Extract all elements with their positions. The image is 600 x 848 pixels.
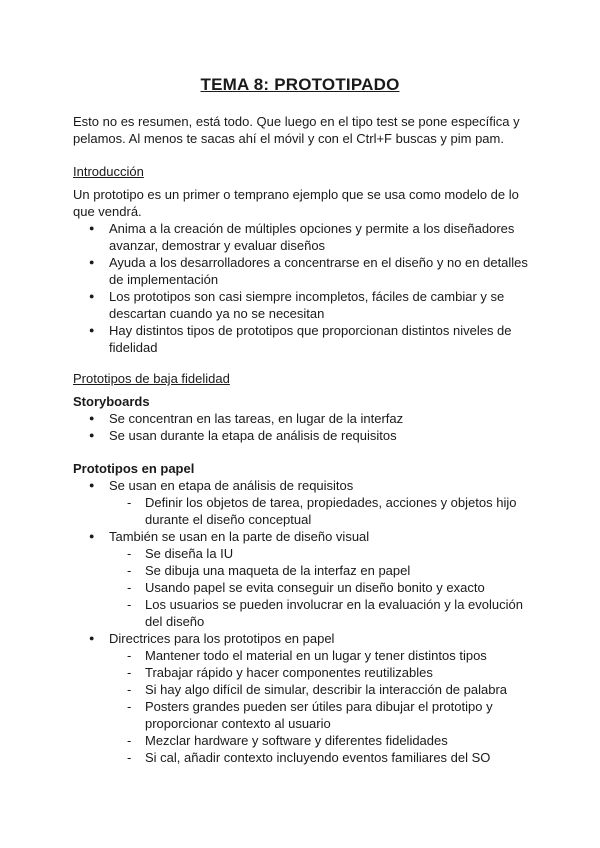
sub-list xyxy=(109,647,533,766)
sub-list-item: - Posters grandes pueden ser útiles para dibujar el prototipo y proporcionar contexto al usuario xyxy=(109,698,533,732)
list-item-text: También se usan en la parte de diseño visual xyxy=(109,529,370,544)
subheading-prototipos-papel: Prototipos en papel xyxy=(73,461,195,476)
sub-list xyxy=(109,494,533,528)
sub-list-item: - Se diseña la IU xyxy=(109,545,533,562)
list-item-text: Se usan en etapa de análisis de requisitos xyxy=(109,478,354,493)
sub-list-item: - Los usuarios se pueden involucrar en la evaluación y la evolución del diseño xyxy=(109,596,533,630)
intro-paragraph: Un prototipo es un primer o temprano ejemplo que se usa como modelo de lo que vendrá. xyxy=(73,187,519,219)
document-body xyxy=(73,113,533,766)
list-item: ● Se usan durante la etapa de análisis de requisitos xyxy=(73,427,533,444)
list-item-text: Directrices para los prototipos en papel xyxy=(109,631,335,646)
intro-bullet-list xyxy=(73,220,533,356)
list-item: ● Se concentran en las tareas, en lugar de la interfaz xyxy=(73,410,533,427)
list-item xyxy=(73,477,533,528)
subheading-storyboards: Storyboards xyxy=(73,394,150,409)
sub-list-item: - Mantener todo el material en un lugar y tener distintos tipos xyxy=(109,647,533,664)
sub-list-item: - Mezclar hardware y software y diferentes fidelidades xyxy=(109,732,533,749)
sub-list-item: - Se dibuja una maqueta de la interfaz en papel xyxy=(109,562,533,579)
sub-list-item: - Si hay algo difícil de simular, describir la interacción de palabra xyxy=(109,681,533,698)
sub-list-item: - Usando papel se evita conseguir un diseño bonito y exacto xyxy=(109,579,533,596)
section-heading-baja-fidelidad: Prototipos de baja fidelidad xyxy=(73,371,230,386)
section-heading-introduccion: Introducción xyxy=(73,164,144,179)
sub-list-item: - Definir los objetos de tarea, propiedades, acciones y objetos hijo durante el diseño conceptual xyxy=(109,494,533,528)
list-item: ● Hay distintos tipos de prototipos que proporcionan distintos niveles de fidelidad xyxy=(73,322,533,356)
sub-list-item: - Si cal, añadir contexto incluyendo eventos familiares del SO xyxy=(109,749,533,766)
intro-note: Esto no es resumen, está todo. Que luego en el tipo test se pone específica y pelamos. Al menos te sacas ahí el móvil y con el Ctrl+F buscas y pim pam. xyxy=(73,114,520,146)
list-item xyxy=(73,630,533,766)
sub-list-item: - Trabajar rápido y hacer componentes reutilizables xyxy=(109,664,533,681)
storyboards-bullet-list xyxy=(73,410,533,444)
paper-bullet-list xyxy=(73,477,533,766)
list-item xyxy=(73,528,533,630)
sub-list xyxy=(109,545,533,630)
list-item: ● Anima a la creación de múltiples opciones y permite a los diseñadores avanzar, demostrar y evaluar diseños xyxy=(73,220,533,254)
list-item: ● Los prototipos son casi siempre incompletos, fáciles de cambiar y se descartan cuando ya no se necesitan xyxy=(73,288,533,322)
page-title: TEMA 8: PROTOTIPADO xyxy=(200,75,400,94)
list-item: ● Ayuda a los desarrolladores a concentrarse en el diseño y no en detalles de implementación xyxy=(73,254,533,288)
